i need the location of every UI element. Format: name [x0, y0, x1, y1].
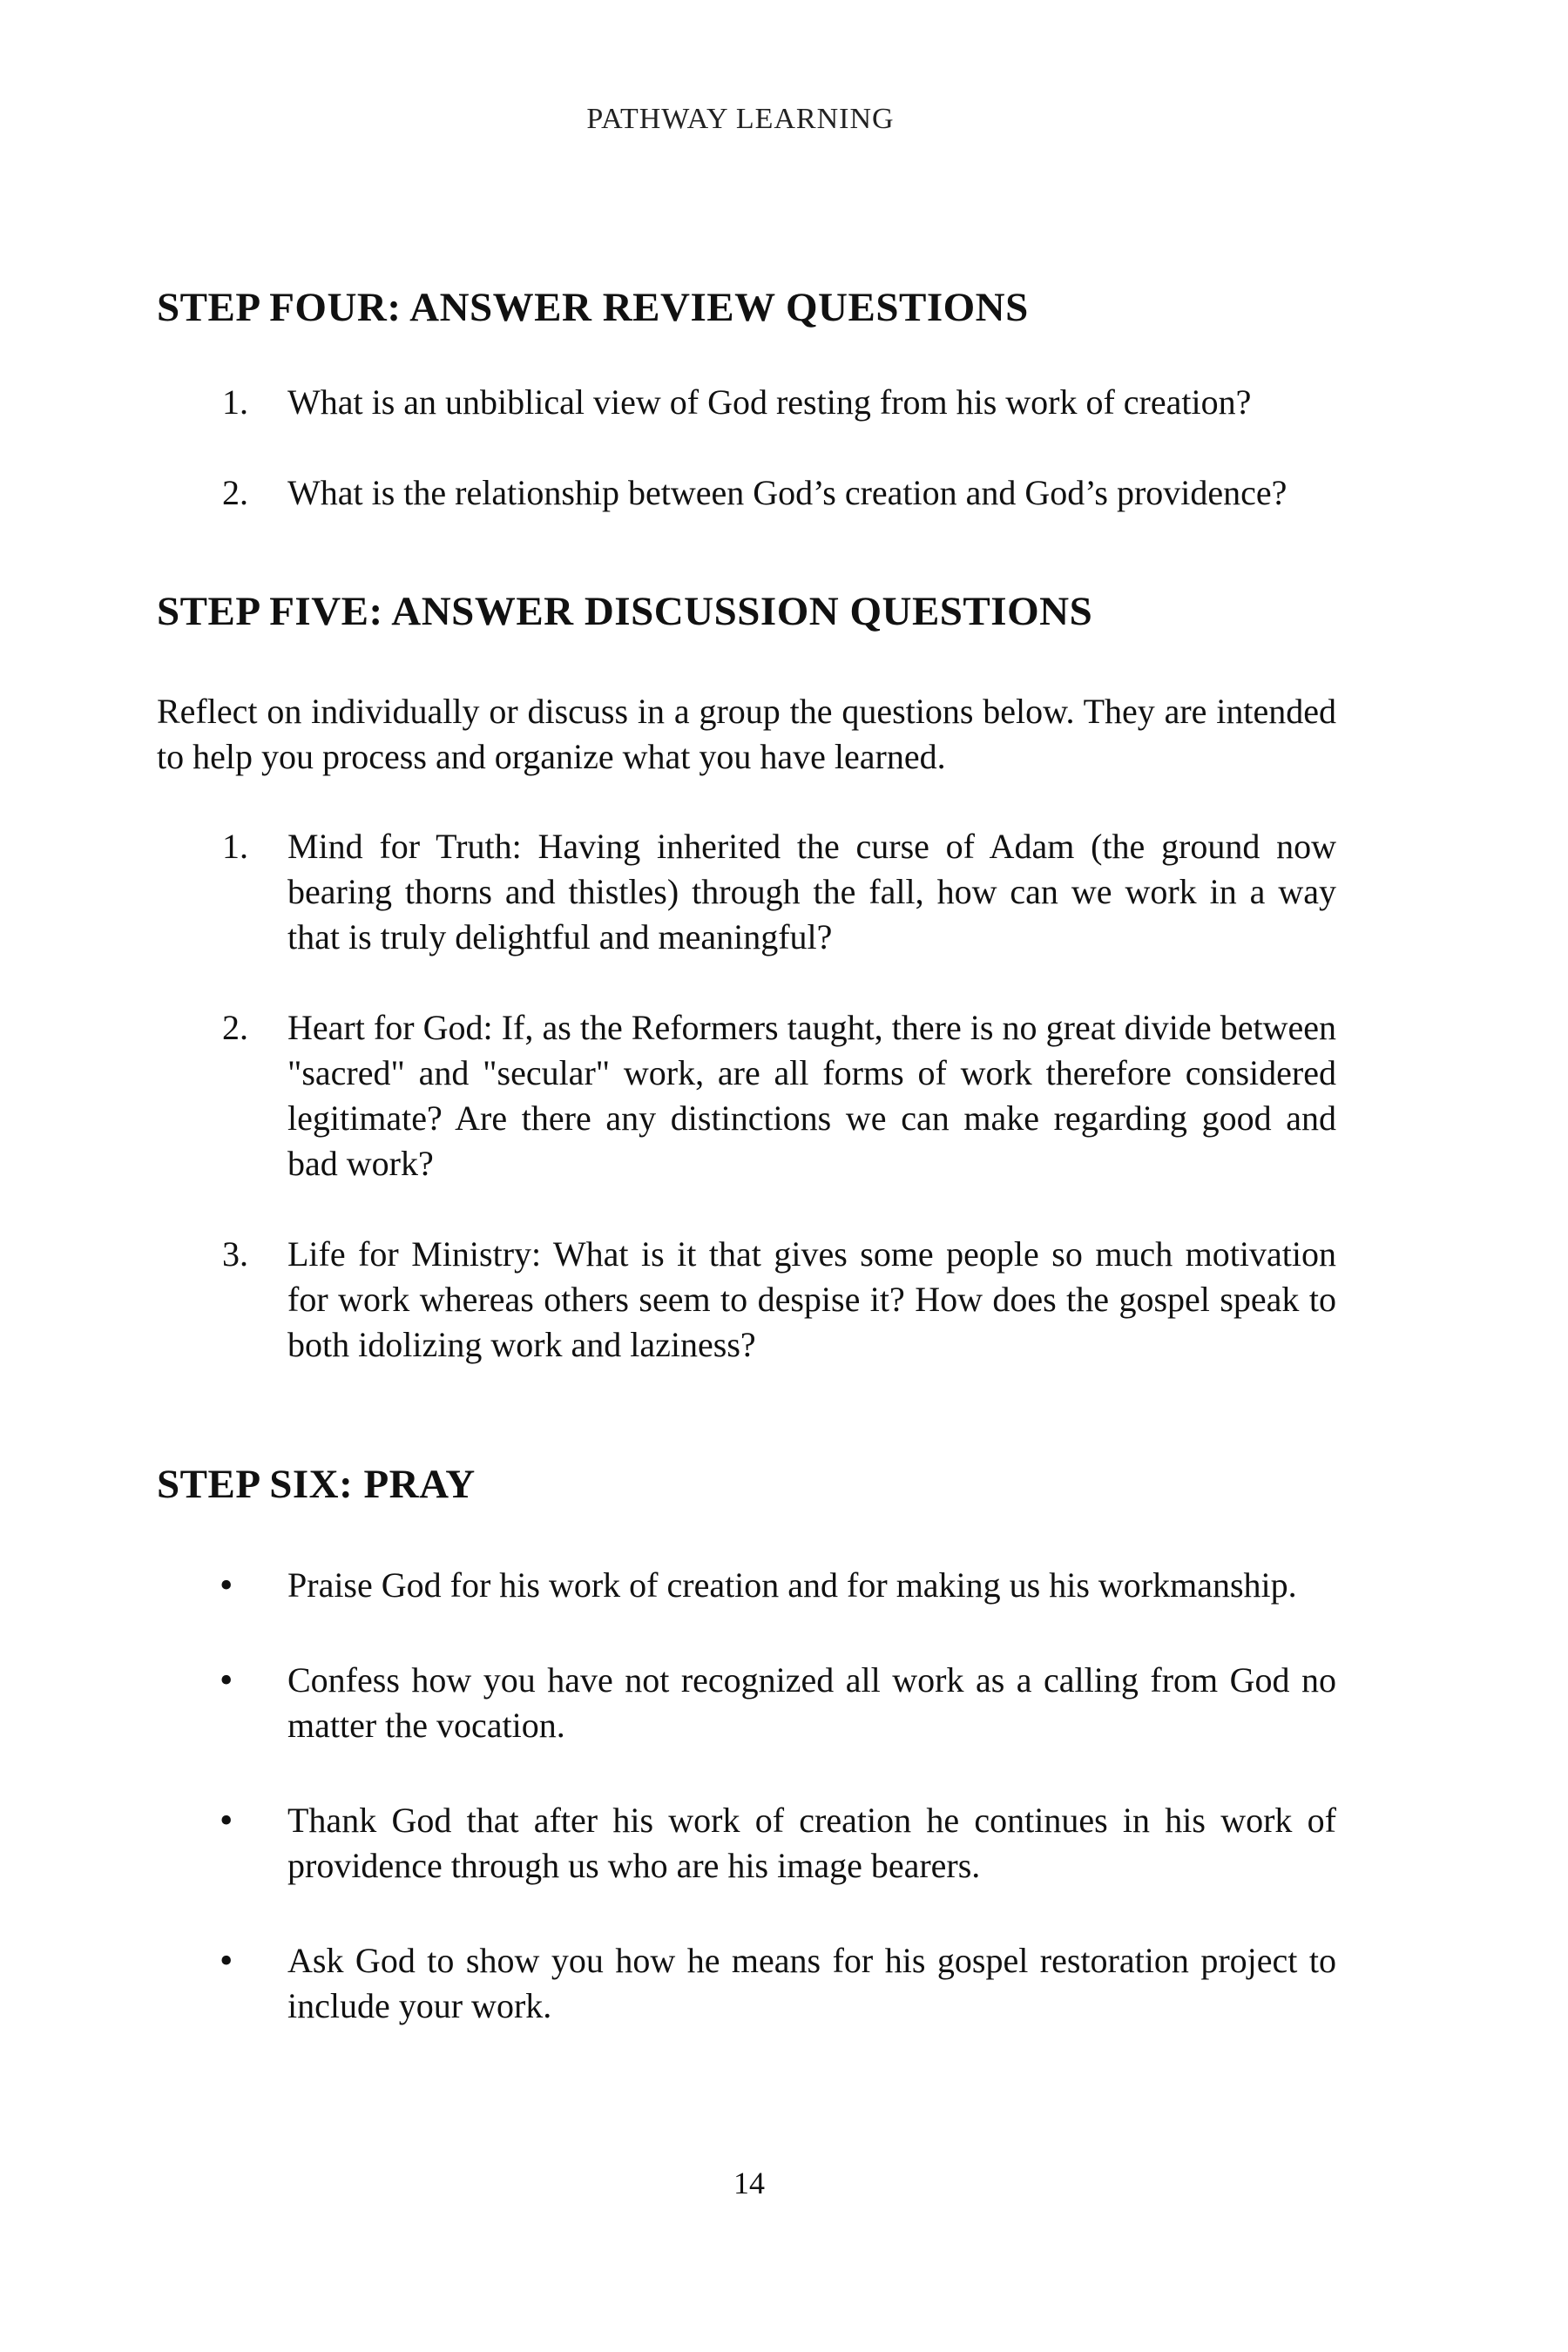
prayer-item — [157, 1938, 1336, 2029]
review-question-text: What is the relationship between God’s creation and God’s providence? — [287, 473, 1288, 513]
discussion-question-text: Heart for God: If, as the Reformers taught, there is no great divide between "sacred" and "secular" work, are all forms of work therefore considered legitimate? Are there any distinctions we can make regarding good and bad work? — [287, 1007, 1336, 1183]
list-number: 2. — [222, 1007, 248, 1047]
review-question — [157, 380, 1336, 425]
step-four-section — [157, 283, 1336, 516]
step-five-section — [157, 587, 1336, 1367]
prayer-item-text: Praise God for his work of creation and for making us his workmanship. — [287, 1565, 1297, 1605]
discussion-question-text: Mind for Truth: Having inherited the curse of Adam (the ground now bearing thorns and thistles) through the fall, how can we work in a way that is truly delightful and meaningful? — [287, 826, 1336, 956]
discussion-question-text: Life for Ministry: What is it that gives some people so much motivation for work whereas others seem to despise it? How does the gospel speak to both idolizing work and laziness? — [287, 1233, 1336, 1364]
running-head: PATHWAY LEARNING — [586, 103, 895, 135]
prayer-list — [157, 1563, 1336, 2029]
prayer-item-text: Confess how you have not recognized all work as a calling from God no matter the vocation. — [287, 1660, 1336, 1746]
bullet-icon: • — [220, 1659, 233, 1702]
discussion-question — [157, 1005, 1336, 1186]
prayer-item-text: Thank God that after his work of creation he continues in his work of providence through us who are his image bearers. — [287, 1801, 1336, 1886]
page-content — [157, 283, 1336, 2029]
review-questions-list — [157, 380, 1336, 516]
step-five-heading: STEP FIVE: ANSWER DISCUSSION QUESTIONS — [157, 589, 1093, 635]
step-six-heading: STEP SIX: PRAY — [157, 1461, 476, 1507]
bullet-icon: • — [220, 1939, 233, 1983]
list-number: 3. — [222, 1233, 248, 1274]
list-number: 1. — [222, 382, 248, 422]
prayer-item-text: Ask God to show you how he means for his gospel restoration project to include your work. — [287, 1941, 1336, 2026]
discussion-intro: Reflect on individually or discuss in a group the questions below. They are intended to help you process and organize what you have learned. — [157, 691, 1336, 776]
prayer-item — [157, 1658, 1336, 1748]
bullet-icon: • — [220, 1799, 233, 1842]
list-number: 1. — [222, 826, 248, 866]
review-question — [157, 470, 1336, 516]
list-number: 2. — [222, 473, 248, 513]
review-question-text: What is an unbiblical view of God resting from his work of creation? — [287, 382, 1252, 422]
discussion-questions-list — [157, 824, 1336, 1368]
step-four-heading: STEP FOUR: ANSWER REVIEW QUESTIONS — [157, 285, 1029, 330]
step-six-section — [157, 1460, 1336, 2029]
page-number: 14 — [733, 2166, 765, 2200]
bullet-icon: • — [220, 1564, 233, 1607]
discussion-question — [157, 1232, 1336, 1368]
prayer-item — [157, 1563, 1336, 1608]
discussion-question — [157, 824, 1336, 960]
prayer-item — [157, 1798, 1336, 1889]
